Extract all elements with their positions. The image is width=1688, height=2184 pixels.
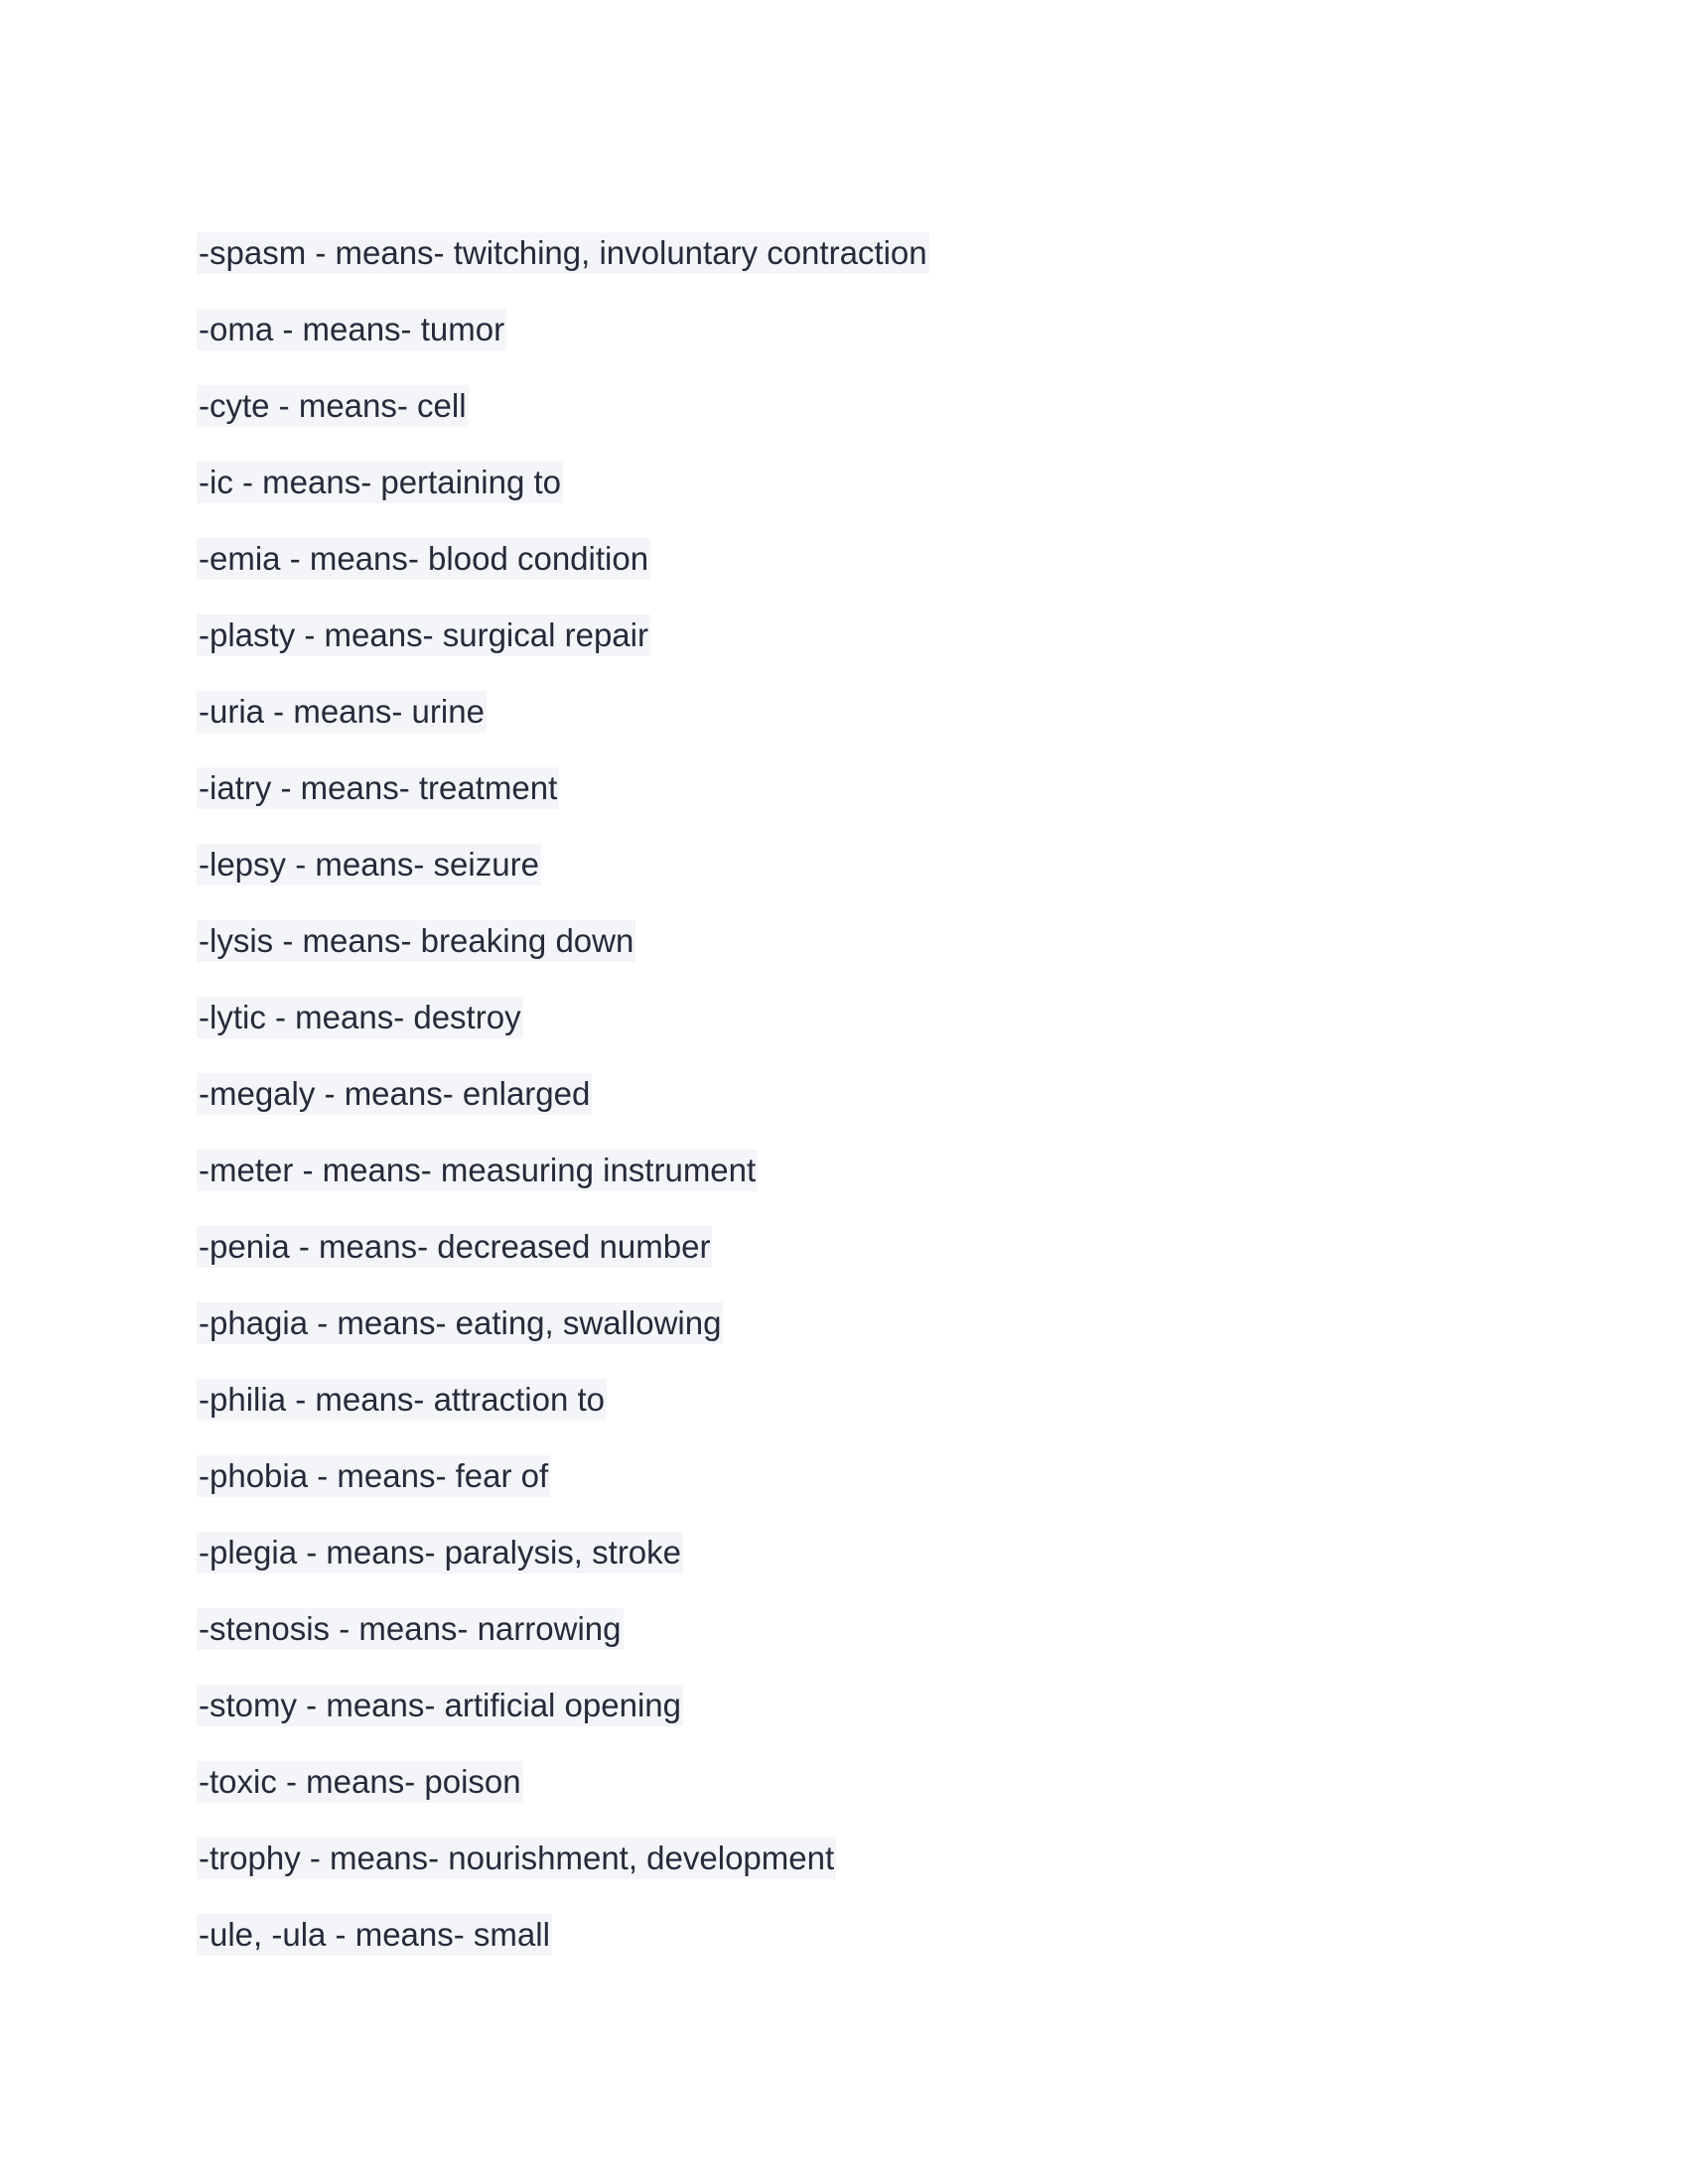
definition-text: -phagia - means- eating, swallowing	[197, 1302, 723, 1344]
definition-text: -plasty - means- surgical repair	[197, 614, 650, 656]
definition-text: -spasm - means- twitching, involuntary contraction	[197, 232, 929, 274]
definition-text: -stenosis - means- narrowing	[197, 1608, 624, 1650]
list-item	[197, 691, 929, 767]
definition-text: -iatry - means- treatment	[197, 767, 559, 809]
list-item	[197, 1608, 929, 1685]
list-item	[197, 1455, 929, 1532]
suffix-definition-list	[197, 232, 929, 1990]
list-item	[197, 538, 929, 614]
list-item	[197, 1226, 929, 1302]
definition-text: -philia - means- attraction to	[197, 1379, 607, 1421]
definition-text: -trophy - means- nourishment, development	[197, 1838, 836, 1879]
definition-text: -uria - means- urine	[197, 691, 487, 733]
definition-text: -oma - means- tumor	[197, 309, 506, 350]
list-item	[197, 920, 929, 997]
list-item	[197, 385, 929, 462]
list-item	[197, 1532, 929, 1608]
definition-text: -phobia - means- fear of	[197, 1455, 550, 1497]
definition-text: -toxic - means- poison	[197, 1761, 523, 1803]
list-item	[197, 1838, 929, 1914]
list-item	[197, 462, 929, 538]
definition-text: -meter - means- measuring instrument	[197, 1150, 758, 1191]
list-item	[197, 309, 929, 385]
definition-text: -lepsy - means- seizure	[197, 844, 541, 886]
list-item	[197, 844, 929, 920]
list-item	[197, 1073, 929, 1150]
definition-text: -ic - means- pertaining to	[197, 462, 563, 503]
definition-text: -lysis - means- breaking down	[197, 920, 635, 962]
list-item	[197, 1379, 929, 1455]
list-item	[197, 232, 929, 309]
list-item	[197, 614, 929, 691]
list-item	[197, 1914, 929, 1990]
list-item	[197, 997, 929, 1073]
list-item	[197, 1150, 929, 1226]
definition-text: -cyte - means- cell	[197, 385, 469, 427]
definition-text: -penia - means- decreased number	[197, 1226, 712, 1268]
definition-text: -lytic - means- destroy	[197, 997, 523, 1038]
definition-text: -ule, -ula - means- small	[197, 1914, 552, 1956]
definition-text: -megaly - means- enlarged	[197, 1073, 592, 1115]
definition-text: -plegia - means- paralysis, stroke	[197, 1532, 683, 1573]
list-item	[197, 1302, 929, 1379]
list-item	[197, 1685, 929, 1761]
definition-text: -emia - means- blood condition	[197, 538, 650, 580]
definition-text: -stomy - means- artificial opening	[197, 1685, 683, 1726]
list-item	[197, 1761, 929, 1838]
list-item	[197, 767, 929, 844]
